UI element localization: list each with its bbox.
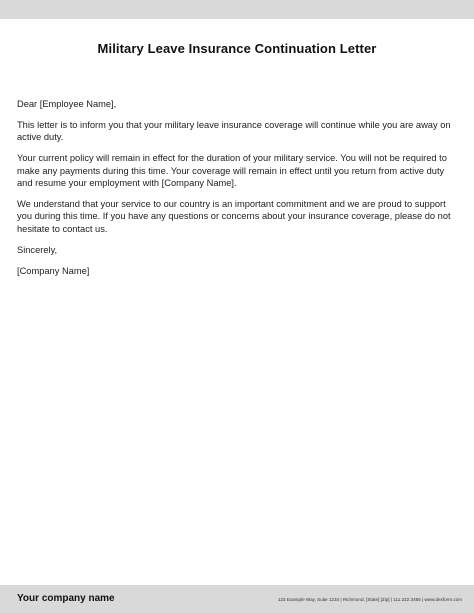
paragraph-3: We understand that your service to our country is an important commitment and we are proud to support you during this time. If you have any questions or concerns about your insurance coverage, please do not hesitate to contact us.	[17, 198, 451, 234]
footer-address: 123 Example Way, Suite 1234 | Richmond, [State] [Zip] | 111.222.3456 | www.dexform.com	[277, 597, 462, 602]
paragraph-2: Your current policy will remain in effect for the duration of your military service. You will not be required to make any payments during this time. Your coverage will remain in effect until you return from active duty and resume your employment with [Company Name].	[17, 153, 447, 189]
letter-body	[17, 98, 457, 285]
signature: [Company Name]	[17, 265, 90, 276]
letter-title: Military Leave Insurance Continuation Letter	[97, 41, 377, 56]
footer-company-name: Your company name	[17, 593, 115, 604]
paragraph-1: This letter is to inform you that your military leave insurance coverage will continue while you are away on active duty.	[17, 119, 451, 143]
closing: Sincerely,	[17, 244, 58, 255]
salutation: Dear [Employee Name],	[17, 99, 117, 109]
footer-bar	[0, 585, 474, 613]
header-bar	[0, 0, 474, 19]
